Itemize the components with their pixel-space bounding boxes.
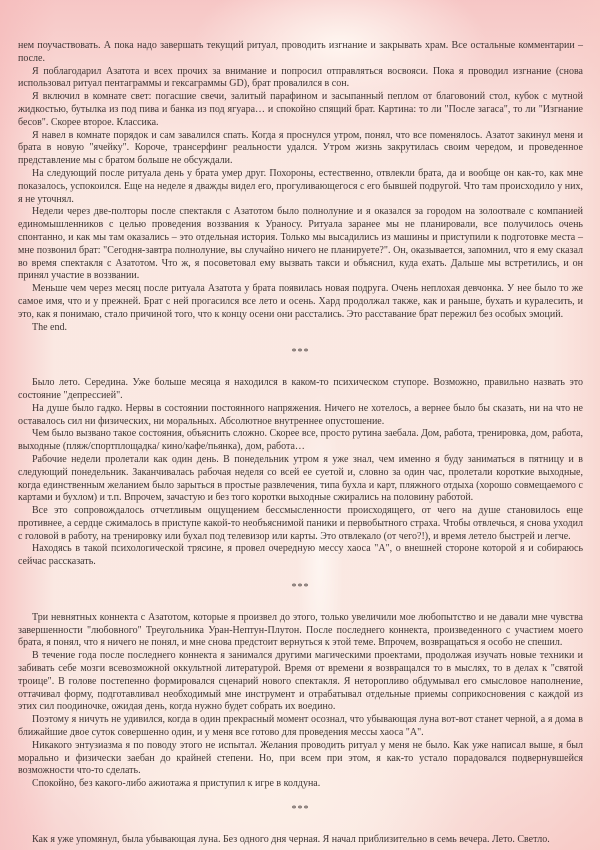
paragraph: Находясь в такой психологической трясине, я провел очередную мессу хаоса "А", о внешней стороне которой я и собираюсь сейчас рассказать. — [18, 543, 583, 568]
text-content — [18, 40, 583, 847]
paragraph: Три невнятных коннекта с Азатотом, которые я произвел до этого, только увеличили мое любопытство и не давали мне чувства завершенности "любовного" Треугольника Уран-Нептун-Плутон. После последнего коннекта, произведенного с участием моего брата, я понял, что я ничего не понял, и мне снова предстоит вернуться к этой теме. Впрочем, возвращаться я особо не спешил. — [18, 611, 583, 649]
paragraph: нем поучаствовать. А пока надо завершать текущий ритуал, проводить изгнание и закрывать храм. Все остальные комментарии – после. — [18, 40, 583, 64]
section-separator: *** — [291, 582, 310, 594]
section-separator: *** — [291, 804, 310, 816]
paragraph: Рабочие недели пролетали как один день. В понедельник утром я уже знал, чем именно я буду заниматься в пятницу и в следующий понедельник. Заканчивалась рабочая неделя со всей ее суетой и, словно за один час, пролетали короткие выходные, когда единственным желанием было зарыться в простые развлечения, типа бухла и карт, пляжного отдыха (хорошо совмещаемого с картами и бухлом) и т.п. Впрочем, зачастую и без того коротки выходные сжирались на половину работой. — [18, 453, 583, 504]
paragraph: Поэтому я ничуть не удивился, когда в один прекрасный момент осознал, что убывающая луна вот-вот станет черной, а я дома в ближайшие двое суток совершенно один, и у меня все готово для проведения мессы хаоса "А". — [18, 714, 583, 739]
paragraph: Я навел в комнате порядок и сам завалился спать. Когда я проснулся утром, понял, что все поменялось. Азатот закинул меня и брата в новую "ячейку". Короче, трансерфинг реальности удался. Утром жизнь закрутилась своим чередом, и проведенное представление мы с братом больше не обсуждали. — [18, 129, 583, 167]
paragraph: Я включил в комнате свет: погасшие свечи, залитый парафином и засыпанный пеплом от благовоний стол, кубок с мутной жидкостью, бутылка из под пива и банка из под ягуара… и спокойно спящий брат. Картина: то ли "После загаса", то ли "Изгнание бесов". Скорее второе. Классика. — [18, 91, 583, 128]
paragraph: Недели через две-полторы после спектакля с Азатотом было полнолуние и я оказался за городом на золоотвале с компанией единомышленников с целью проведения воззвания к Ураносу. Ритуала заранее мы не планировали, все получилось очень спонтанно, и как мы там оказались – это отдельная история. Только мы высадились из машины и приступили к подготовке места – мне позвонил брат: "Сегодня-завтра полнолуние, вы случайно ничего не планируете?". Он, оказывается, запомнил, что я ему сказал во время спектакля с Азатотом. Что ж, я посоветовал ему вызвать такси и объяснил, куда ехать. Дальше мы встретились, и он принял участие в воззвании. — [18, 206, 583, 282]
paragraph: Спокойно, без какого-либо ажиотажа я приступил к игре в колдуна. — [32, 778, 321, 790]
paragraph: Меньше чем через месяц после ритуала Азатота у брата появилась новая подруга. Очень неплохая девчонка. У нее было то же самое имя, что и у прежней. Брат с ней прогасился все лето и осень. Хард продолжал также, как и раньше, бухать и куралесить, и это, как я понимаю, стало причиной того, что к концу осени они расстались. Это расставание брат пережил без особых эмоций. — [18, 283, 583, 320]
paragraph: Чем было вызвано такое состояния, объяснить сложно. Скорее все, просто рутина заебала. Дом, работа, тренировка, дом, работа, выходные (пляж/спортплощадка/ кино/кафе/пьянка), дом, работа… — [18, 428, 583, 453]
paragraph: Никакого энтузиазма я по поводу этого не испытал. Желания проводить ритуал у меня не было. Как уже написал выше, я был морально и физически заебан до крайней степени. Но, при всем при этом, я как-то устало порадовался подвернувшейся возможности что-то сделать. — [18, 739, 583, 777]
paragraph: Как я уже упомянул, была убывающая луна. Без одного дня черная. Я начал приблизительно в семь вечера. Лето. Светло. — [32, 833, 550, 845]
paragraph: На душе было гадко. Нервы в состоянии постоянного напряжения. Ничего не хотелось, а вернее было бы сказать, ни на что не оставалось сил ни физических, ни моральных. Абсолютное внутреннее опустошение. — [18, 402, 583, 427]
paragraph: The end. — [32, 321, 67, 333]
section-separator: *** — [291, 347, 310, 359]
paragraph: На следующий после ритуала день у брата умер друг. Похороны, естественно, отвлекли брата, да и вообще он как-то, как мне показалось, успокоился. Еще на неделе я дважды видел его, прогуливающегося с его бывшей подругой. Что там происходило у них, я не уточнял. — [18, 167, 583, 205]
paragraph: Было лето. Середина. Уже больше месяца я находился в каком-то психическом ступоре. Возможно, правильно назвать это состояние "депрессией". — [18, 377, 583, 401]
paragraph: Все это сопровождалось отчетливым ощущением бессмысленности происходящего, от чего на душе становилось еще противнее, а сердце сжималось в приступе какой-то необъяснимой паники и первобытного страха. Чтобы отвлечься, я снова уходил с головой в работу, на тренировку или бухал под телевизор или карты. Это отвлекало (от чего?!), и время летело быстрей и легче. — [18, 505, 583, 542]
paragraph: Я поблагодарил Азатота и всех прочих за внимание и попросил отправляться восвояси. Пока я проводил изгнание (снова использовал ритуал пентаграммы и гексаграммы GD), брат провалился в сон. — [18, 65, 583, 90]
paragraph: В течение года после последнего коннекта я занимался другими магическими проектами, продолжая изучать новые техники и забивать себе мозги всевозможной оккультной литературой. Время от времени я возвращался то в мыслях, то в делах к "святой троице". В голове постепенно формировался сценарий нового спектакля. Я неторопливо обдумывал его смысловое наполнение, оттачивал форму, подготавливал необходимый мне инструмент и отрабатывал отдельные приемы соприкосновения с каждой из этих сил поодиночке, ожидая день, когда нужно будет собрать их воедино. — [18, 650, 583, 713]
